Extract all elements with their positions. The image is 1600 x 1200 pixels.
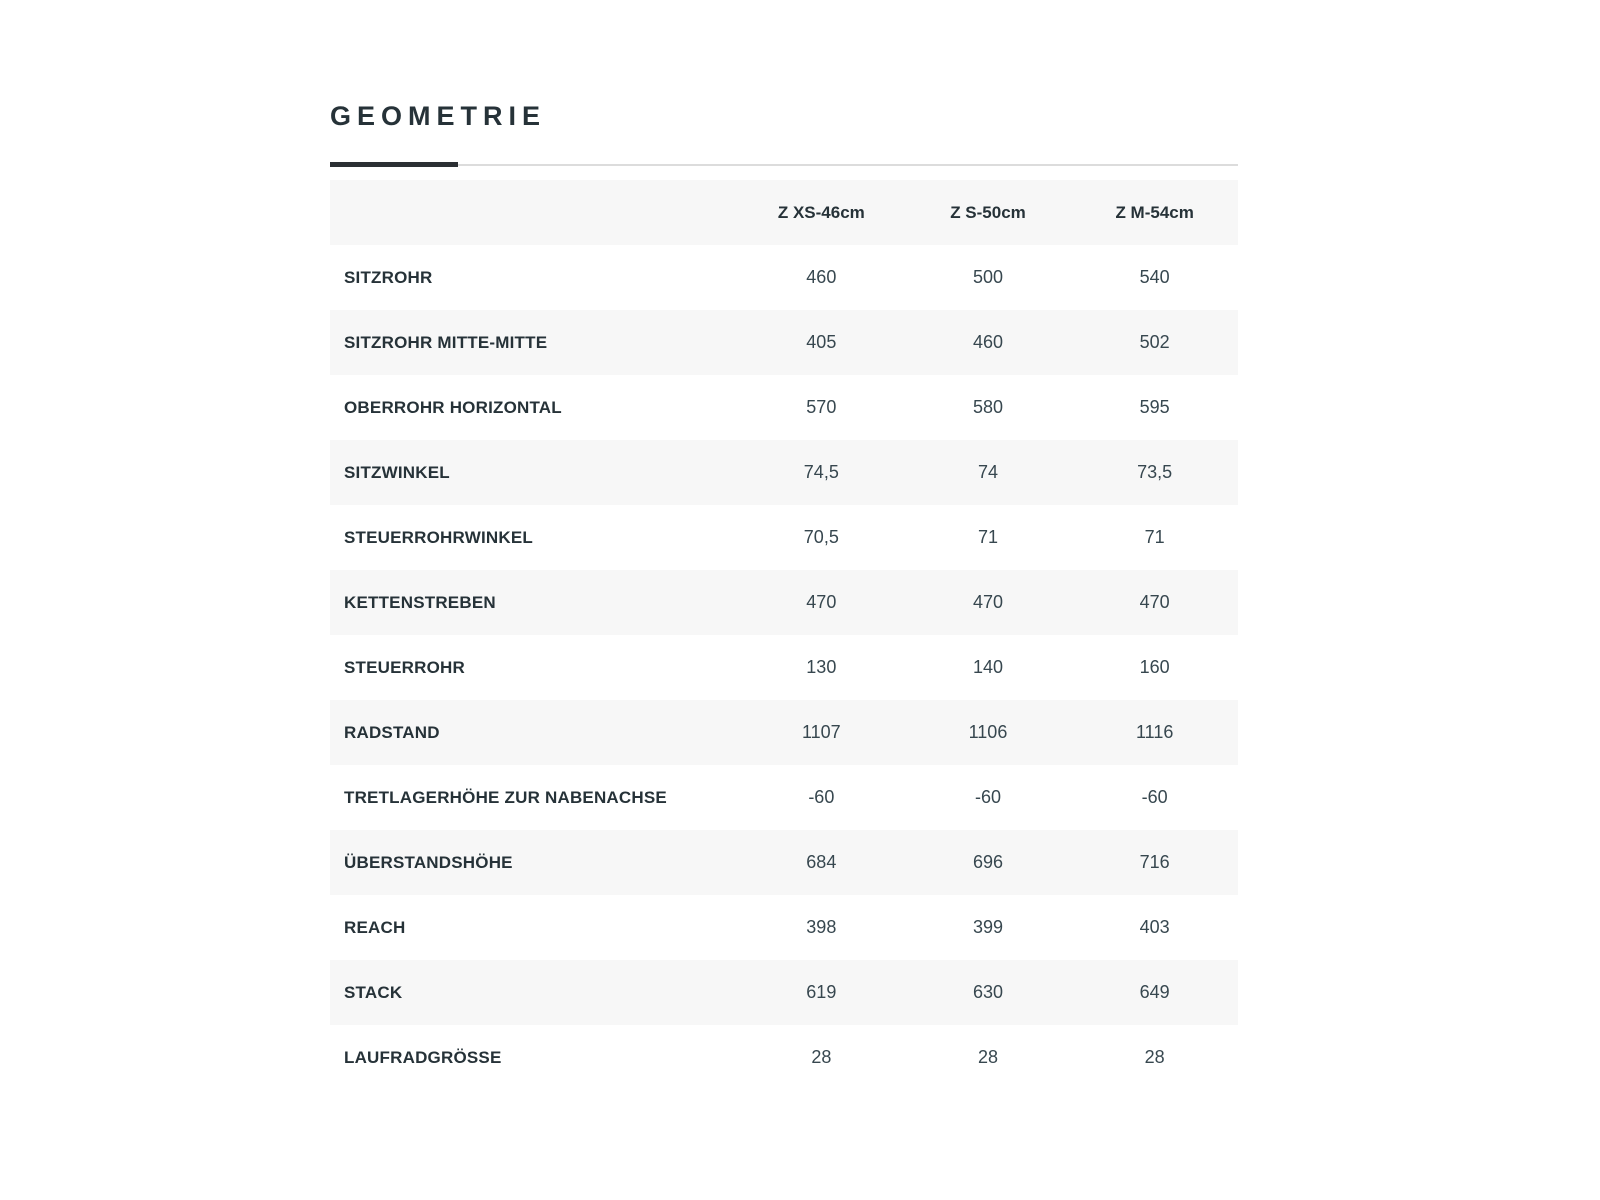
cell-value: 460 [972,332,1004,353]
row-label: OBERROHR HORIZONTAL [344,397,562,417]
cell-value: 71 [1144,527,1165,548]
geometry-table [330,180,1238,1090]
column-header-m: Z M-54cm [1115,202,1194,222]
cell-value: 70,5 [803,527,839,548]
cell-value: 28 [811,1047,832,1068]
cell-value: 470 [806,592,837,613]
table-body [330,245,1238,1090]
cell-value: 580 [972,397,1004,418]
table-row [330,310,1238,375]
cell-value: 398 [806,917,837,938]
section-title: GEOMETRIE [330,101,547,131]
cell-value: 595 [1139,397,1170,418]
table-row [330,700,1238,765]
cell-value: 570 [806,397,837,418]
row-label: SITZROHR MITTE-MITTE [344,332,548,352]
cell-value: -60 [974,787,1001,808]
row-label: REACH [344,917,406,937]
cell-value: 540 [1139,267,1170,288]
cell-value: 716 [1139,852,1170,873]
cell-value: 405 [806,332,837,353]
table-row [330,1025,1238,1090]
table-row [330,440,1238,505]
cell-value: 619 [806,982,837,1003]
cell-value: 28 [977,1047,998,1068]
row-label: STACK [344,982,403,1002]
row-label: STEUERROHRWINKEL [344,527,533,547]
row-label: SITZWINKEL [344,462,450,482]
cell-value: 696 [972,852,1004,873]
cell-value: 160 [1139,657,1170,678]
row-label: SITZROHR [344,267,433,287]
cell-value: 500 [972,267,1004,288]
cell-value: 502 [1139,332,1170,353]
cell-value: 470 [972,592,1004,613]
cell-value: 74,5 [803,462,839,483]
cell-value: -60 [1141,787,1168,808]
cell-value: 130 [806,657,837,678]
table-row [330,505,1238,570]
underline-accent [330,162,458,167]
column-header-xs: Z XS-46cm [777,202,865,222]
table-row [330,960,1238,1025]
table-row [330,765,1238,830]
geometry-section [330,100,1238,1090]
table-row [330,635,1238,700]
cell-value: 630 [972,982,1004,1003]
cell-value: 403 [1139,917,1170,938]
row-label: STEUERROHR [344,657,466,677]
table-row [330,570,1238,635]
table-row [330,375,1238,440]
cell-value: 470 [1139,592,1170,613]
row-label: ÜBERSTANDSHÖHE [344,852,513,872]
column-header-s: Z S-50cm [950,202,1026,222]
table-row [330,830,1238,895]
cell-value: 73,5 [1137,462,1173,483]
row-label: LAUFRADGRÖSSE [344,1047,502,1067]
table-row [330,245,1238,310]
cell-value: -60 [808,787,835,808]
row-label: TRETLAGERHÖHE ZUR NABENACHSE [344,787,667,807]
cell-value: 1116 [1135,722,1174,743]
cell-value: 1107 [801,722,841,743]
cell-value: 71 [977,527,998,548]
underline-track [330,164,1238,166]
cell-value: 74 [977,462,998,483]
title-underline [330,162,1238,167]
row-label: RADSTAND [344,722,440,742]
cell-value: 649 [1139,982,1170,1003]
cell-value: 28 [1144,1047,1165,1068]
cell-value: 1106 [968,722,1008,743]
table-row [330,895,1238,960]
cell-value: 140 [972,657,1004,678]
cell-value: 460 [806,267,837,288]
cell-value: 399 [972,917,1004,938]
cell-value: 684 [806,852,837,873]
table-header-row [330,180,1238,245]
row-label: KETTENSTREBEN [344,592,496,612]
